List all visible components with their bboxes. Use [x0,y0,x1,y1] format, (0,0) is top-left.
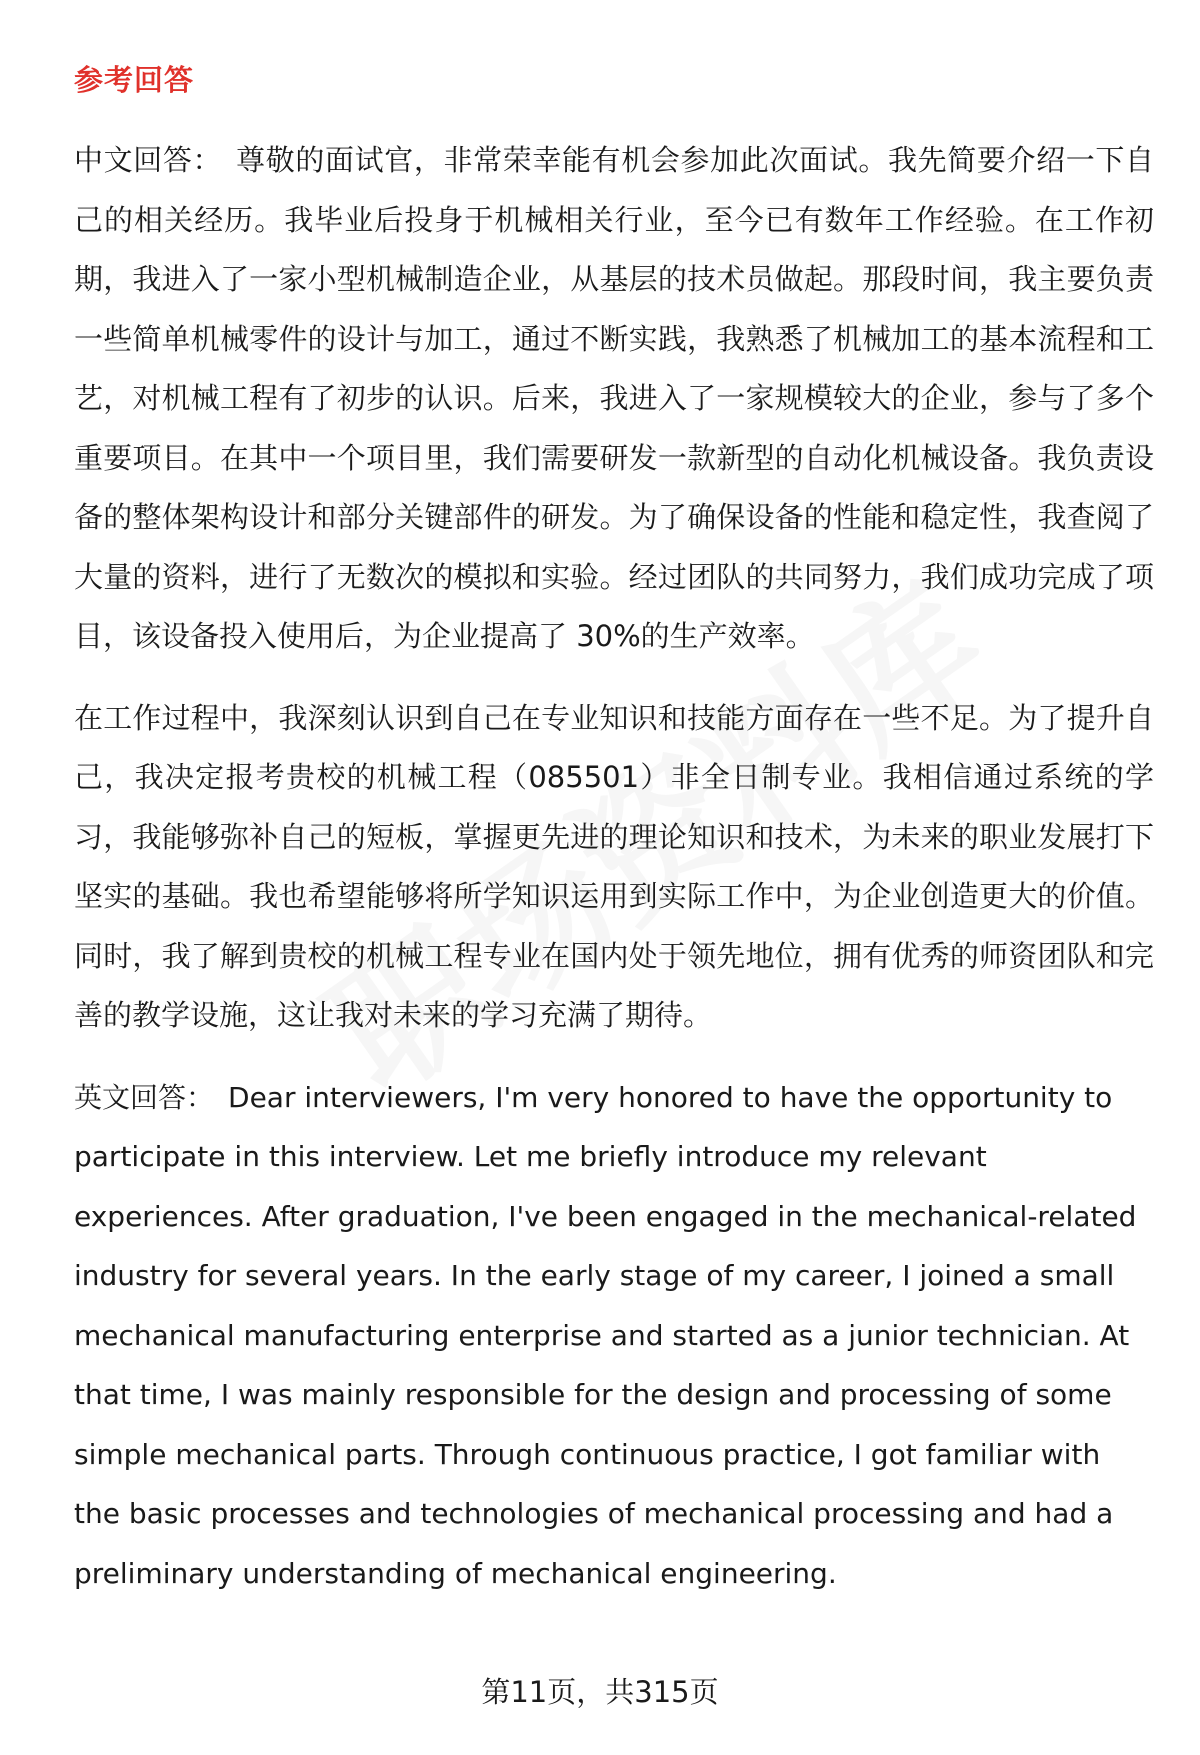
chinese-answer-text-1: 尊敬的面试官，非常荣幸能有机会参加此次面试。我先简要介绍一下自己的相关经历。我毕业后投身于机械相关行业，至今已有数年工作经验。在工作初期，我进入了一家小型机械制造企业，从基层的技术员做起。那段时间，我主要负责一些简单机械零件的设计与加工，通过不断实践，我熟悉了机械加工的基本流程和工艺，对机械工程有了初步的认识。后来，我进入了一家规模较大的企业，参与了多个重要项目。在其中一个项目里，我们需要研发一款新型的自动化机械设备。我负责设备的整体架构设计和部分关键部件的研发。为了确保设备的性能和稳定性，我查阅了大量的资料，进行了无数次的模拟和实验。经过团队的共同努力，我们成功完成了项目，该设备投入使用后，为企业提高了 30%的生产效率。 [74,143,1154,653]
section-heading: 参考回答 [74,63,195,97]
english-answer-text: Dear interviewers, I'm very honored to have the opportunity to participate in this interview. Let me briefly introduce my relevant experiences. After graduation, I've been engaged in the mechanical-related industry for several years. In the early stage of my career, I joined a small mechanical manufacturing enterprise and started as a junior technician. At that time, I was mainly responsible for the design and processing of some simple mechanical parts. Through continuous practice, I got familiar with the basic processes and technologies of mechanical processing and had a preliminary understanding of mechanical engineering. [74,1080,1137,1590]
chinese-answer-text-2: 在工作过程中，我深刻认识到自己在专业知识和技能方面存在一些不足。为了提升自己，我决定报考贵校的机械工程（085501）非全日制专业。我相信通过系统的学习，我能够弥补自己的短板，掌握更先进的理论知识和技术，为未来的职业发展打下坚实的基础。我也希望能够将所学知识运用到实际工作中，为企业创造更大的价值。同时，我了解到贵校的机械工程专业在国内处于领先地位，拥有优秀的师资团队和完善的教学设施，这让我对未来的学习充满了期待。 [74,700,1154,1032]
page-number: 第11页，共315页 [481,1675,719,1709]
chinese-answer-paragraph-1 [74,131,1154,667]
chinese-answer-label: 中文回答： [74,143,223,177]
chinese-answer-paragraph-2 [74,689,1154,1046]
document-body [74,131,1154,1625]
english-answer-label: 英文回答： [74,1080,215,1114]
english-answer-paragraph [74,1068,1154,1604]
